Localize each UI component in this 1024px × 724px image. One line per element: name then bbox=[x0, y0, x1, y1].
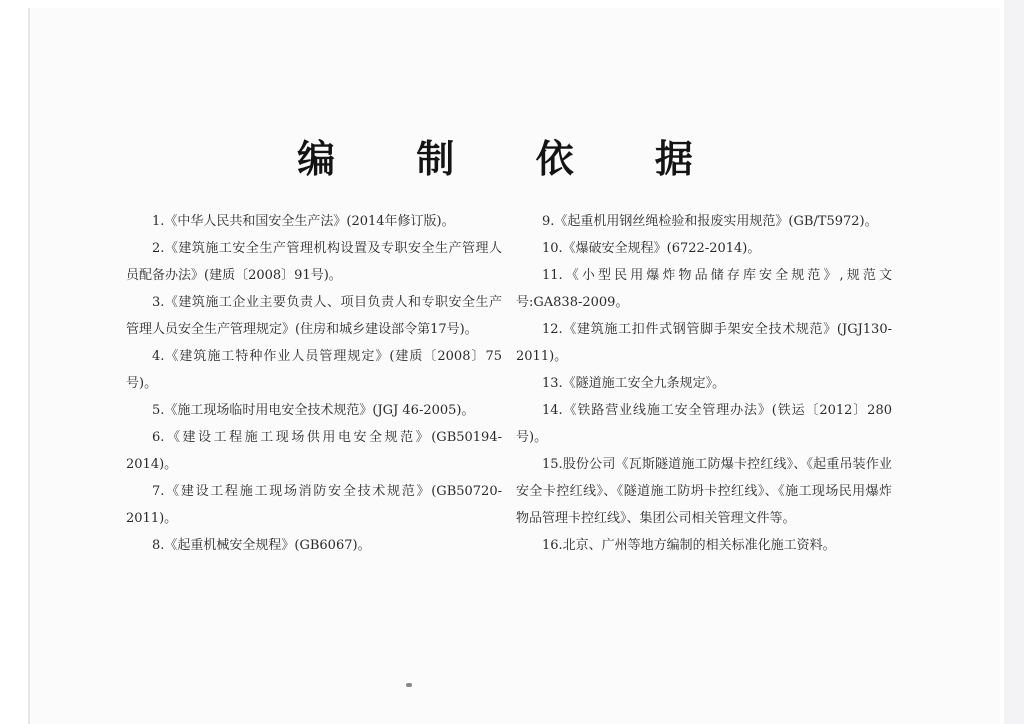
reference-item-16: 16.北京、广州等地方编制的相关标准化施工资料。 bbox=[542, 538, 836, 553]
scan-speck bbox=[406, 683, 412, 687]
reference-item-1: 1.《中华人民共和国安全生产法》(2014年修订版)。 bbox=[152, 214, 455, 229]
reference-item-11: 11.《小型民用爆炸物品储存库安全规范》,规范文号:GA838-2009。 bbox=[516, 268, 892, 310]
reference-item-2: 2.《建筑施工安全生产管理机构设置及专职安全生产管理人员配备办法》(建质〔2008〕91号)。 bbox=[126, 241, 502, 283]
reference-item-9: 9.《起重机用钢丝绳检验和报废实用规范》(GB/T5972)。 bbox=[542, 214, 878, 229]
reference-item-10: 10.《爆破安全规程》(6722-2014)。 bbox=[542, 241, 761, 256]
reference-item-5: 5.《施工现场临时用电安全技术规范》(JGJ 46-2005)。 bbox=[152, 403, 475, 418]
right-column bbox=[516, 208, 892, 559]
reference-item-3: 3.《建筑施工企业主要负责人、项目负责人和专职安全生产管理人员安全生产管理规定》(住房和城乡建设部令第17号)。 bbox=[126, 295, 502, 337]
page-title: 编 制 依 据 bbox=[297, 137, 727, 181]
reference-item-4: 4.《建筑施工特种作业人员管理规定》(建质〔2008〕75号)。 bbox=[126, 349, 502, 391]
reference-item-12: 12.《建筑施工扣件式钢管脚手架安全技术规范》(JGJ130-2011)。 bbox=[516, 322, 892, 364]
reference-item-8: 8.《起重机械安全规程》(GB6067)。 bbox=[152, 538, 371, 553]
reference-item-7: 7.《建设工程施工现场消防安全技术规范》(GB50720-2011)。 bbox=[126, 484, 502, 526]
reference-item-13: 13.《隧道施工安全九条规定》。 bbox=[542, 376, 726, 391]
reference-item-15: 15.股份公司《瓦斯隧道施工防爆卡控红线》、《起重吊装作业安全卡控红线》、《隧道施工防坍卡控红线》、《施工现场民用爆炸物品管理卡控红线》、集团公司相关管理文件等。 bbox=[516, 457, 892, 526]
reference-item-6: 6.《建设工程施工现场供用电安全规范》(GB50194-2014)。 bbox=[126, 430, 502, 472]
left-column bbox=[126, 208, 502, 559]
reference-item-14: 14.《铁路营业线施工安全管理办法》(铁运〔2012〕280号)。 bbox=[516, 403, 892, 445]
page-edge bbox=[1004, 0, 1024, 724]
